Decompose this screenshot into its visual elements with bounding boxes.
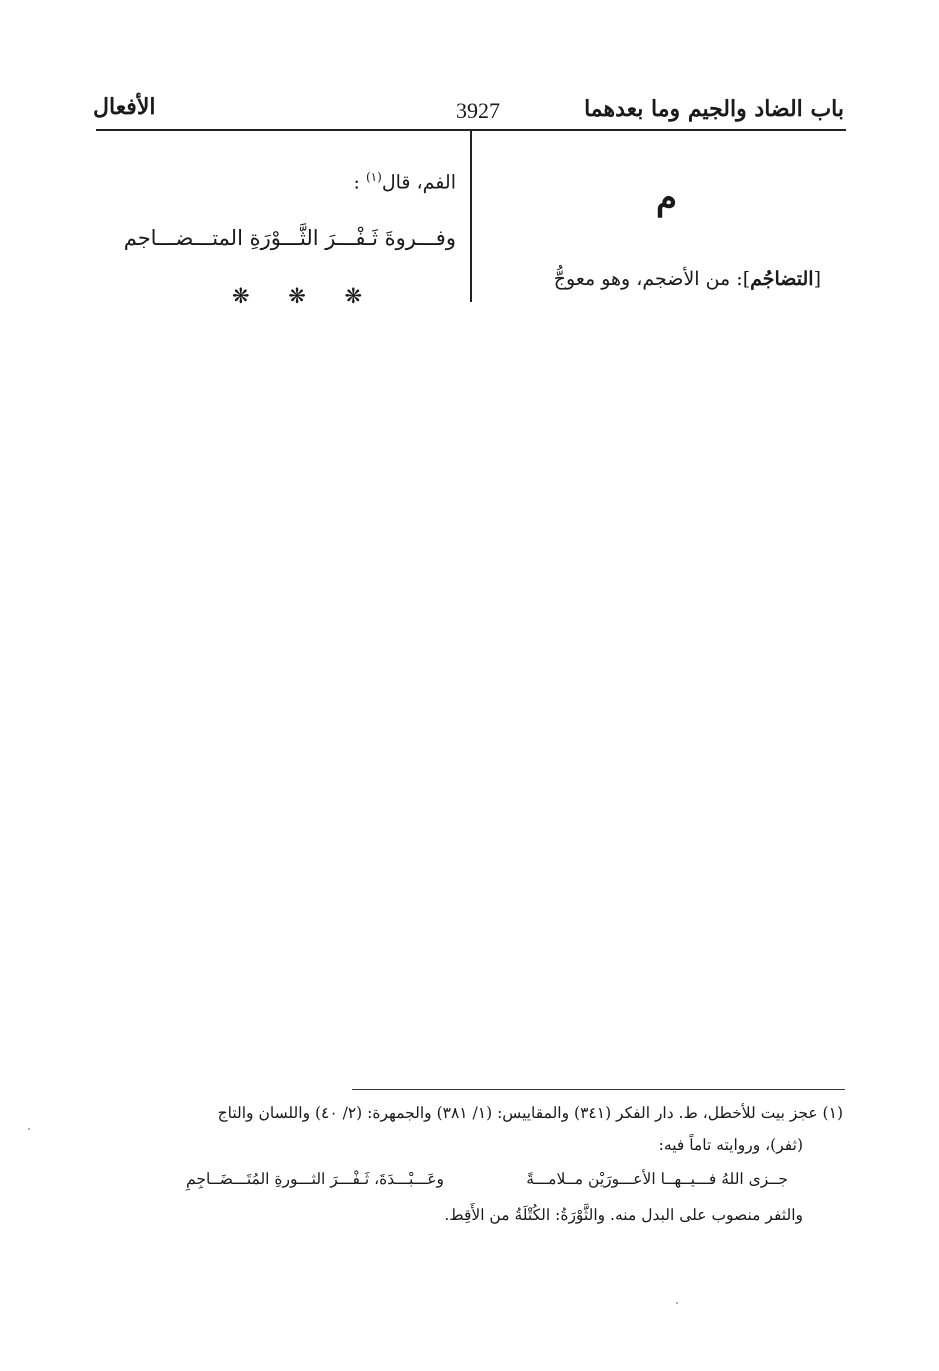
continuation-colon: : <box>353 171 360 194</box>
footnote-verse-second-half: وعَـــبْـــدَةَ، ثَـفْـــرَ الثـــورةِ المُتَـــضَــاجِمِ <box>186 1170 444 1188</box>
entry-open-bracket: [ <box>813 268 821 290</box>
section-separator: ❋ ❋ ❋ <box>232 284 379 308</box>
scan-speck <box>28 1128 30 1130</box>
entry-headword: التضاجُم <box>750 268 814 290</box>
column-divider <box>470 131 472 302</box>
footnote-line-4: والثفر منصوب على البدل منه. والثَّوْرَةُ: الكُتْلَةُ من الأَقِط. <box>444 1206 803 1224</box>
footnote-line-1: (١) عجز بيت للأخطل، ط. دار الفكر (٣٤١) والمقاييس: (١/ ٣٨١) والجمهرة: (٢/ ٤٠) واللسان والتاج <box>217 1104 843 1122</box>
section-letter: م <box>655 178 677 218</box>
running-head-book: الأفعال <box>93 94 156 120</box>
footnote-verse-first-half: جــزى اللهُ فـــيــهــا الأعـــورَيْن مــلامـــةً <box>526 1170 788 1188</box>
footnote-rule <box>352 1089 845 1090</box>
running-head-chapter: باب الضاد والجيم وما بعدهما <box>584 96 844 122</box>
footnote-reference: (١) <box>365 170 382 184</box>
entry-close-bracket: ] <box>742 268 751 290</box>
dictionary-entry <box>554 268 821 290</box>
continuation-words: الفم، قال <box>381 171 456 194</box>
page-number: 3927 <box>456 98 500 123</box>
poetry-verse: وفـــروةَ ثَـفْـــرَ الثَّـــوْرَةِ المتـــضـــاجم <box>123 226 456 250</box>
entry-definition: : من الأضجم، وهو معوجُّ <box>553 268 743 290</box>
continuation-text <box>354 170 456 193</box>
scan-speck <box>676 1302 678 1304</box>
footnote-line-2: (ثفر)، وروايته تاماً فيه: <box>658 1136 803 1154</box>
